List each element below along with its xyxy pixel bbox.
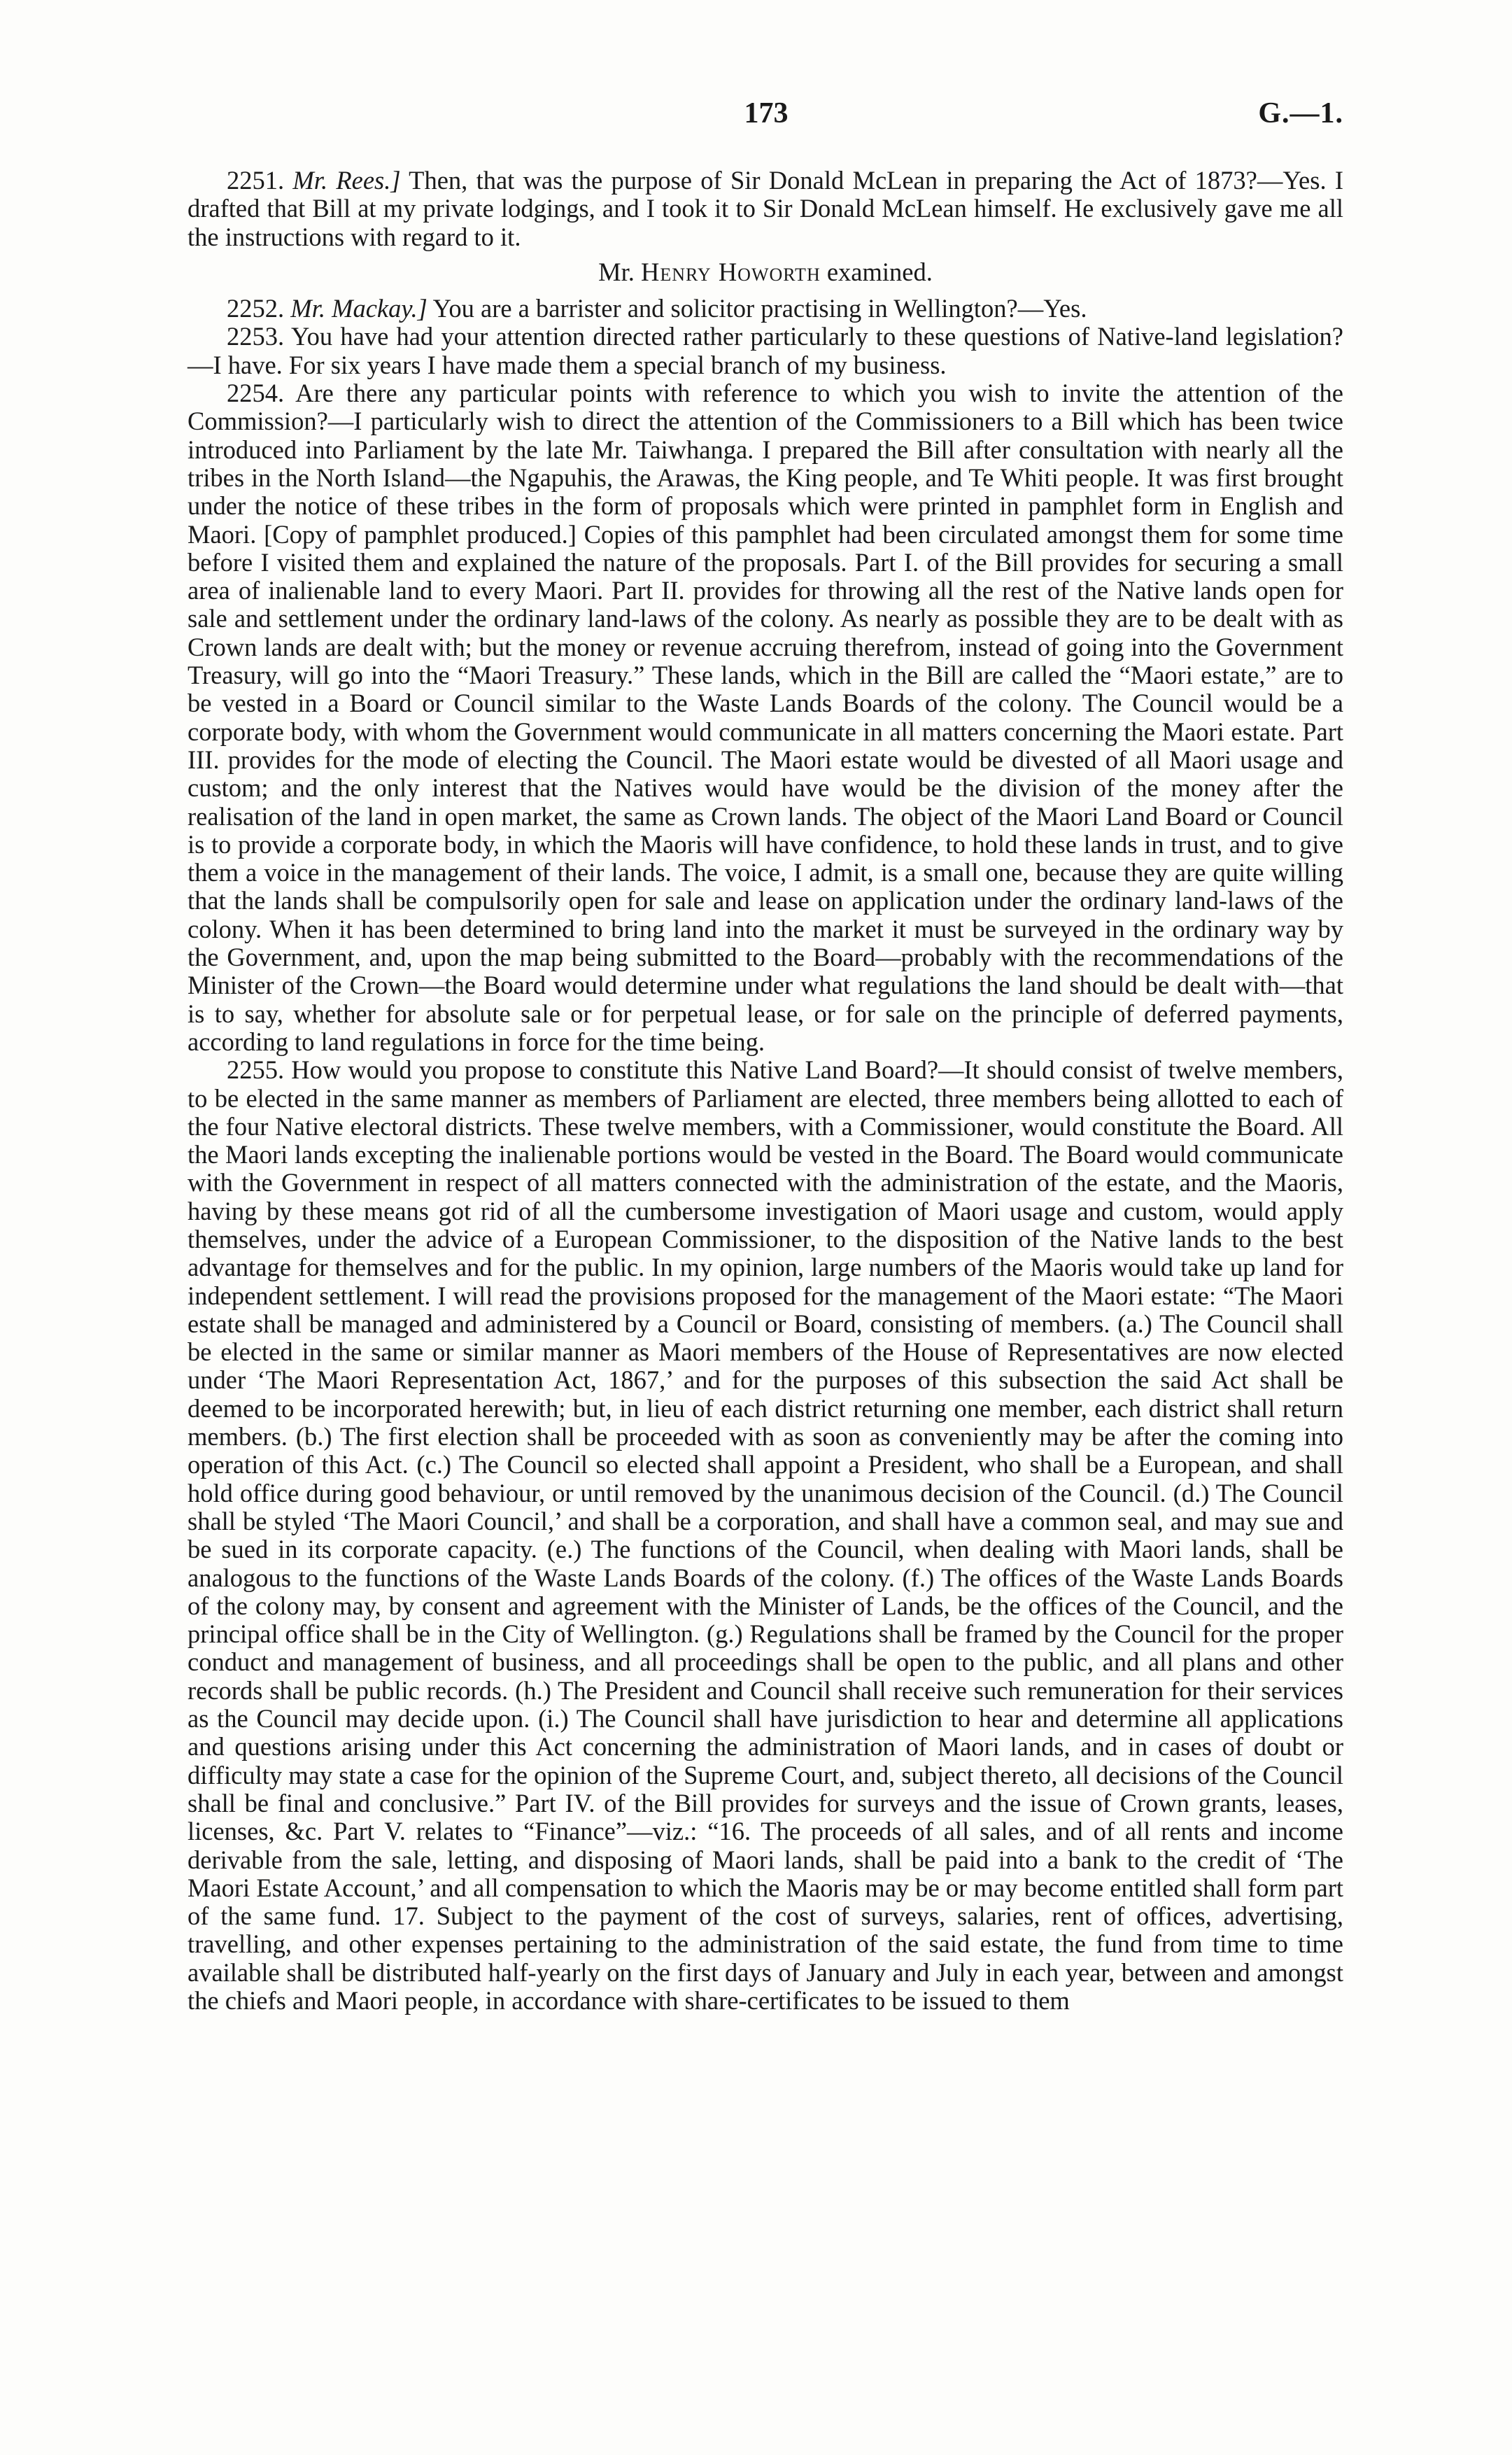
witness-heading — [188, 258, 1343, 286]
speaker: Mr. Rees.] — [292, 166, 401, 195]
heading-prefix: Mr. — [598, 257, 641, 286]
question-number: 2255. — [227, 1055, 285, 1085]
paragraph-text: How would you propose to constitute this Native Land Board?—It should consist of twelve members, to be elected in the same manner as members of Parliament are elected, three members being allotted to each of the four Native electoral districts. These twelve members, with a Commissioner, would constitute the Board. All the Maori lands excepting the inalienable portions would be vested in the Board. The Board would communicate with the Government in respect of all matters connected with the administration of the estate, and the Maoris, having by these means got rid of all the cumbersome investigation of Maori usage and custom, would apply themselves, under the advice of a European Commissioner, to the disposition of the Native lands to the best advantage for themselves and for the public. In my opinion, large numbers of the Maoris would take up land for independent settlement. I will read the provisions proposed for the management of the Maori estate: “The Maori estate shall be managed and administered by a Council or Board, consisting of members. (a.) The Council shall be elected in the same or similar manner as Maori members of the House of Representatives are now elected under ‘The Maori Representation Act, 1867,’ and for the purposes of this subsection the said Act shall be deemed to be incorporated herewith; but, in lieu of each district returning one member, each district shall return members. (b.) The first election shall be proceeded with as soon as conveniently may be after the coming into operation of this Act. (c.) The Council so elected shall appoint a President, who shall be a European, and shall hold office during good behaviour, or until removed by the unanimous decision of the Council. (d.) The Council shall be styled ‘The Maori Council,’ and shall be a corporation, and shall have a common seal, and may sue and be sued in its corporate capacity. (e.) The functions of the Council, when dealing with Maori lands, shall be analogous to the functions of the Waste Lands Boards of the colony. (f.) The offices of the Waste Lands Boards of the colony may, by consent and agreement with the Minister of Lands, be the offices of the Council, and the principal office shall be in the City of Wellington. (g.) Regulations shall be framed by the Council for the proper conduct and management of business, and all proceedings shall be open to the public, and all plans and other records shall be public records. (h.) The President and Council shall receive such remuneration for their services as the Council may decide upon. (i.) The Council shall have jurisdiction to hear and determine all applications and questions arising under this Act concerning the administration of Maori lands, and in cases of doubt or difficulty may state a case for the opinion of the Supreme Court, and, subject thereto, all decisions of the Council shall be final and conclusive.” Part IV. of the Bill provides for surveys and the issue of Crown grants, leases, licenses, &c. Part V. relates to “Finance”—viz.: “16. The proceeds of all sales, and of all rents and income derivable from the sale, letting, and disposing of Maori lands, shall be paid into a bank to the credit of ‘The Maori Estate Account,’ and all compensation to which the Maoris may be or may become entitled shall form part of the same fund. 17. Subject to the payment of the cost of surveys, salaries, rent of offices, advertising, travelling, and other expenses pertaining to the administration of the said estate, the fund from time to time available shall be distributed half-yearly on the first days of January and July in each year, between and amongst the chiefs and Maori people, in accordance with share-certificates to be issued to them — [188, 1055, 1343, 2015]
page-number: 173 — [744, 97, 789, 129]
heading-suffix: examined. — [820, 257, 933, 286]
witness-name: Henry Howorth — [641, 257, 821, 286]
question-number: 2253. — [227, 322, 285, 351]
question-number: 2251. — [227, 166, 285, 195]
document-reference: G.—1. — [1258, 97, 1343, 129]
paragraph-text: You have had your attention directed rather particularly to these questions of Native-land legislation?—I have. For six years I have made them a special branch of my business. — [188, 322, 1343, 379]
paragraph-2252 — [188, 295, 1343, 323]
page-header — [189, 97, 1343, 139]
paragraph-2254 — [188, 379, 1343, 1056]
speaker: Mr. Mackay.] — [290, 294, 428, 323]
paragraph-text: Then, that was the purpose of Sir Donald McLean in preparing the Act of 1873?—Yes. I drafted that Bill at my private lodgings, and I took it to Sir Donald McLean himself. He exclusively gave me all the instructions with regard to it. — [188, 166, 1343, 251]
question-number: 2254. — [227, 379, 285, 408]
paragraph-text: You are a barrister and solicitor practising in Wellington?—Yes. — [427, 294, 1087, 323]
document-body — [188, 167, 1343, 2015]
paragraph-2253 — [188, 323, 1343, 379]
paragraph-text: Are there any particular points with reference to which you wish to invite the attention of the Commission?—I particularly wish to direct the attention of the Commissioners to a Bill which has been twice introduced into Parliament by the late Mr. Taiwhanga. I prepared the Bill after consultation with nearly all the tribes in the North Island—the Ngapuhis, the Arawas, the King people, and Te Whiti people. It was first brought under the notice of these tribes in the form of proposals which were printed in pamphlet form in English and Maori. [Copy of pamphlet produced.] Copies of this pamphlet had been circulated amongst them for some time before I visited them and explained the nature of the proposals. Part I. of the Bill provides for securing a small area of inalienable land to every Maori. Part II. provides for throwing all the rest of the Native lands open for sale and settlement under the ordinary land-laws of the colony. As nearly as possible they are to be dealt with as Crown lands are dealt with; but the money or revenue accruing therefrom, instead of going into the Government Treasury, will go into the “Maori Treasury.” These lands, which in the Bill are called the “Maori estate,” are to be vested in a Board or Council similar to the Waste Lands Boards of the colony. The Council would be a corporate body, with whom the Government would communicate in all matters concerning the Maori estate. Part III. provides for the mode of electing the Council. The Maori estate would be divested of all Maori usage and custom; and the only interest that the Natives would have would be the division of the money after the realisation of the land in open market, the same as Crown lands. The object of the Maori Land Board or Council is to provide a corporate body, in which the Maoris will have confidence, to hold these lands in trust, and to give them a voice in the management of their lands. The voice, I admit, is a small one, because they are quite willing that the lands shall be compulsorily open for sale and lease on application under the ordinary land-laws of the colony. When it has been determined to bring land into the market it must be surveyed in the ordinary way by the Government, and, upon the map being submitted to the Board—probably with the recommendations of the Minister of the Crown—the Board would determine under what regulations the land should be dealt with—that is to say, whether for absolute sale or for perpetual lease, or for sale on the principle of deferred payments, according to land regulations in force for the time being. — [188, 379, 1343, 1056]
paragraph-2251 — [188, 167, 1343, 251]
question-number: 2252. — [227, 294, 285, 323]
paragraph-2255 — [188, 1056, 1343, 2015]
